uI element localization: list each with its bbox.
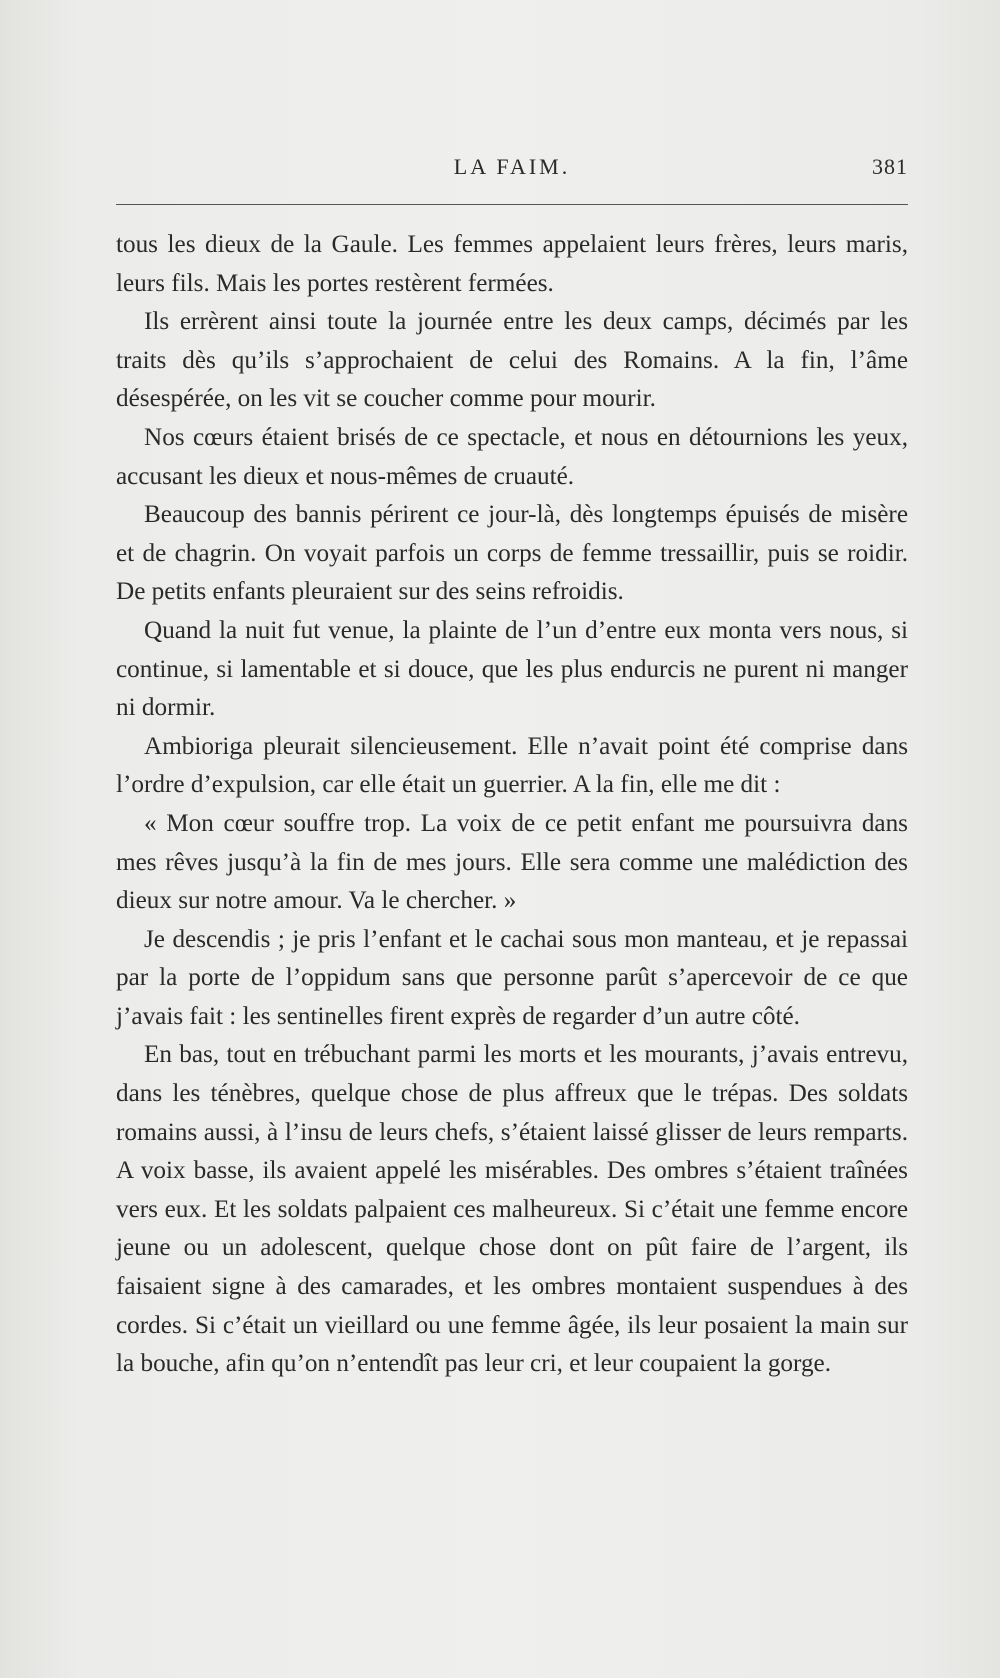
paragraph: « Mon cœur souffre trop. La voix de ce petit enfant me poursuivra dans mes rêves jusqu’à la fin de mes jours. Elle sera comme une malédiction des dieux sur notre amour. Va le chercher. » [116,809,908,915]
paragraph: Je descendis ; je pris l’enfant et le cachai sous mon manteau, et je repassai par la porte de l’oppidum sans que personne parût s’apercevoir de ce que j’avais fait : les sentinelles firent exprès de regarder d’un autre côté. [116,925,908,1030]
paragraph: En bas, tout en trébuchant parmi les morts et les mourants, j’avais entrevu, dans les ténèbres, quelque chose de plus affreux que le trépas. Des soldats romains aussi, à l’insu de leurs chefs, s’étaient laissé glisser de leurs remparts. A voix basse, ils avaient appelé les misérables. Des ombres s’étaient traînées vers eux. Et les soldats palpaient ces malheureux. Si c’était une femme encore jeune ou un adolescent, quelque chose dont on pût faire de l’argent, ils faisaient signe à des camarades, et les ombres montaient suspendues à des cordes. Si c’était un vieillard ou une femme âgée, ils leur posaient la main sur la bouche, afin qu’on n’entendît pas leur cri, et leur coupaient la gorge. [116,1041,908,1378]
paragraph: Quand la nuit fut venue, la plainte de l’un d’entre eux monta vers nous, si continue, si lamentable et si douce, que les plus endurcis ne purent ni manger ni dormir. [116,616,908,722]
header-rule [116,204,908,205]
page-number: 381 [872,154,908,179]
running-head [116,154,908,188]
running-title: LA FAIM. [453,154,571,179]
body-text [116,226,908,1384]
paragraph: Beaucoup des bannis périrent ce jour-là, dès longtemps épuisés de misère et de chagrin. On voyait parfois un corps de femme tressaillir, puis se roidir. De petits enfants pleuraient sur des seins refroidis. [116,501,908,606]
paragraph: Nos cœurs étaient brisés de ce spectacle, et nous en détournions les yeux, accusant les dieux et nous-mêmes de cruauté. [116,423,908,490]
paragraph: tous les dieux de la Gaule. Les femmes appelaient leurs frères, leurs maris, leurs fils. Mais les portes restèrent fermées. [116,231,908,297]
paragraph: Ambioriga pleurait silencieusement. Elle n’avait point été comprise dans l’ordre d’expulsion, car elle était un guerrier. A la fin, elle me dit : [116,732,908,799]
paragraph: Ils errèrent ainsi toute la journée entre les deux camps, décimés par les traits dès qu’ils s’approchaient de celui des Romains. A la fin, l’âme désespérée, on les vit se coucher comme pour mourir. [116,308,908,413]
